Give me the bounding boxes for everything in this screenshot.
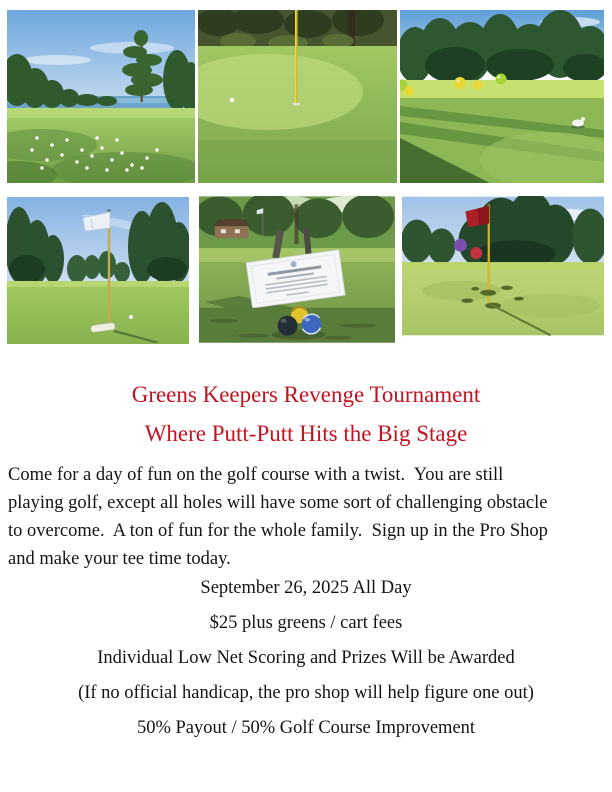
grass [7, 287, 189, 344]
photo-sign-bocce-balls [199, 196, 395, 343]
intro-line-2: playing golf, except all holes will have some sort of challenging obstacle [8, 493, 548, 513]
intro-line-4: and make your tee time today. [8, 549, 231, 569]
flagstick-pole [295, 10, 298, 103]
handicap-note: (If no official handicap, the pro shop will help figure one out) [78, 683, 534, 703]
photo-red-flag-balloons [402, 196, 604, 336]
photo-yellow-pin-green [198, 10, 397, 183]
entry-fee: $25 plus greens / cart fees [209, 613, 403, 633]
photo-lakeside-green [7, 10, 195, 183]
tree-trunk [295, 204, 299, 244]
golf-ball [129, 315, 133, 319]
tournament-title: Greens Keepers Revenge Tournament [131, 382, 481, 407]
intro-line-3: to overcome. A ton of fun for the whole family. Sign up in the Pro Shop [8, 521, 548, 541]
photo-balloon-fairway [400, 10, 604, 183]
cloud [23, 55, 91, 65]
house [213, 219, 251, 238]
intro-line-1: Come for a day of fun on the golf course with a twist. You are still [8, 465, 504, 485]
intro-paragraph [8, 461, 606, 573]
scoring-info: Individual Low Net Scoring and Prizes Will be Awarded [97, 648, 515, 668]
payout-info: 50% Payout / 50% Golf Course Improvement [136, 718, 476, 738]
photo-white-flag-pin [7, 197, 189, 344]
golf-ball [230, 98, 234, 102]
event-date: September 26, 2025 All Day [200, 578, 412, 598]
tournament-subtitle: Where Putt-Putt Hits the Big Stage [144, 421, 468, 446]
dark-trees [198, 10, 384, 38]
